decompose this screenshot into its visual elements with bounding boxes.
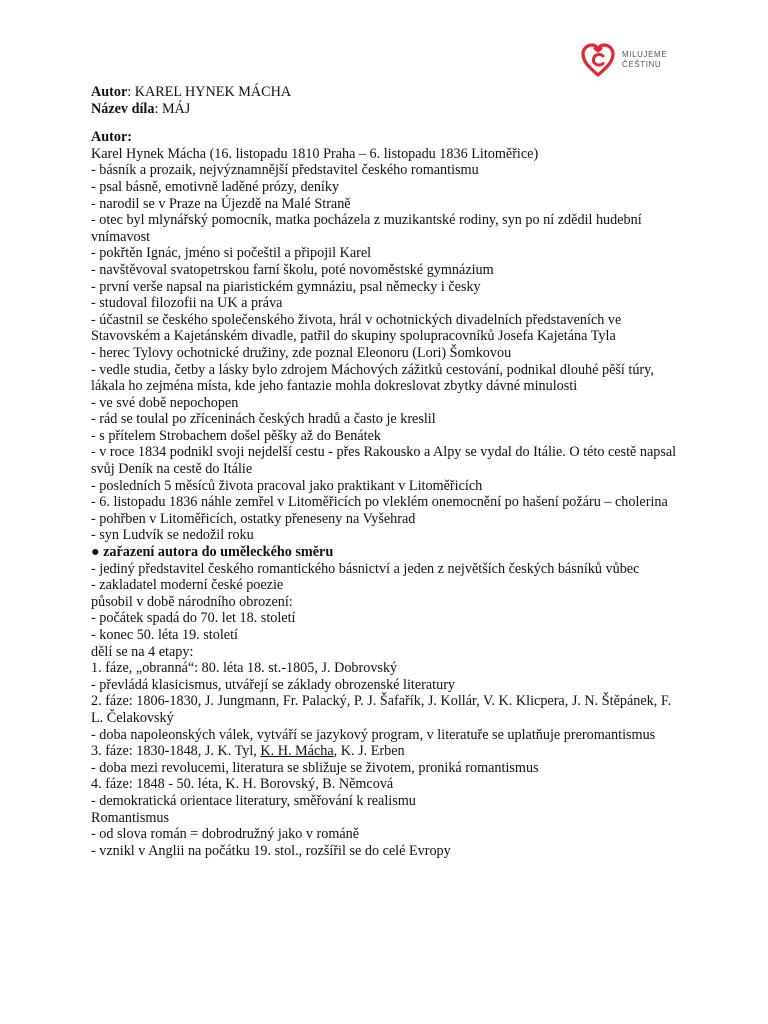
text-line: - jediný představitel českého romantického básnictví a jeden z největších českých básníků vůbec (91, 560, 640, 577)
text-line: - počátek spadá do 70. let 18. století (91, 610, 296, 627)
section-heading: Autor: (91, 129, 132, 146)
logo-text (622, 50, 667, 70)
title-label: Název díla (91, 100, 155, 117)
phase-3-line: 3. fáze: 1830-1848, J. K. Tyl, K. H. Mácha, K. J. Erben (91, 743, 405, 760)
text-line: - účastnil se českého společenského života, hrál v ochotnických divadelních představeních ve Stavovském a Kajetánském divadle, patřil do skupiny spolupracovníků Josefa Kajetána Tyla (91, 311, 622, 345)
author-value: : KAREL HYNEK MÁCHA (127, 84, 292, 100)
text-line: - demokratická orientace literatury, směřování k realismu (91, 792, 416, 809)
text-line: - psal básně, emotivně laděné prózy, deníky (91, 178, 340, 195)
text-line: - konec 50. léta 19. století (91, 627, 238, 643)
author-label: Autor (91, 84, 128, 100)
title-value: : MÁJ (154, 100, 191, 117)
text-line: - herec Tylovy ochotnické družiny, zde poznal Eleonoru (Lori) Šomkovou (91, 344, 512, 361)
title-line (91, 101, 681, 118)
text-line: - básník a prozaik, nejvýznamnější představitel českého romantismu (91, 162, 479, 179)
text-line: Karel Hynek Mácha (16. listopadu 1810 Praha – 6. listopadu 1836 Litoměřice) (91, 145, 539, 162)
text-line: - pohřben v Litoměřicích, ostatky přeneseny na Vyšehrad (91, 510, 416, 527)
text-line: - syn Ludvík se nedožil roku (91, 527, 254, 544)
text-line: - převládá klasicismus, utvářejí se základy obrozenské literatury (91, 676, 456, 693)
logo-line-2: ČEŠTINU (622, 60, 662, 69)
text-line: - vedle studia, četby a lásky bylo zdrojem Máchových zážitků cestování, podnikal dlouhé pěší túry, lákala ho zejména místa, kde jeho fantazie mohla dokreslovat zbytky dávné minulosti (91, 361, 654, 395)
heart-c-logo-icon (580, 42, 616, 78)
logo-line-1: MILUJEME (622, 50, 668, 59)
text-line: působil v době národního obrození: (91, 593, 293, 610)
text-line: - první verše napsal na piaristickém gymnáziu, psal německy i česky (91, 278, 481, 295)
text-line: - otec byl mlynářský pomocník, matka pocházela z muzikantské rodiny, syn po ní zdědil hudební vnímavost (91, 212, 642, 245)
text-line: - pokřtěn Ignác, jméno si počeštil a připojil Karel (91, 245, 372, 262)
text-line: dělí se na 4 etapy: (91, 643, 194, 660)
macha-underlined: K. H. Mácha (260, 743, 334, 760)
spacer (91, 117, 681, 129)
text-line: - narodil se v Praze na Újezdě na Malé Straně (91, 195, 351, 212)
text-line: - ve své době nepochopen (91, 394, 239, 411)
text-line: 2. fáze: 1806-1830, J. Jungmann, Fr. Palacký, P. J. Šafařík, J. Kollár, V. K. Klicpera, J. N. Štěpánek, F. L. Čelakovský (91, 693, 672, 726)
text-line: - posledních 5 měsíců života pracoval jako praktikant v Litoměřicích (91, 477, 483, 494)
text-line: - zakladatel moderní české poezie (91, 577, 284, 594)
text-line: - vznikl v Anglii na počátku 19. stol., rozšířil se do celé Evropy (91, 842, 451, 859)
document-body (91, 84, 681, 859)
text-line: - 6. listopadu 1836 náhle zemřel v Litoměřicích po vleklém onemocnění po hašení požáru – cholerina (91, 494, 668, 511)
text-line: 4. fáze: 1848 - 50. léta, K. H. Borovský, B. Němcová (91, 776, 394, 793)
logo (580, 42, 667, 78)
text-line: 1. fáze, „obranná“: 80. léta 18. st.-1805, J. Dobrovský (91, 660, 398, 677)
author-line (91, 84, 681, 101)
text-line: - doba napoleonských válek, vytváří se jazykový program, v literatuře se uplatňuje preromantismus (91, 726, 656, 743)
bullet-heading: ● zařazení autora do uměleckého směru (91, 544, 334, 561)
text-line: - s přítelem Strobachem došel pěšky až do Benátek (91, 427, 381, 444)
text-line: - doba mezi revolucemi, literatura se sbližuje se životem, proniká romantismus (91, 759, 539, 776)
text-line: - v roce 1834 podnikl svoji nejdelší cestu - přes Rakousko a Alpy se vydal do Itálie. O této cestě napsal svůj Deník na cestě do Itálie (91, 444, 677, 478)
text-line: - navštěvoval svatopetrskou farní školu, poté novoměstské gymnázium (91, 261, 494, 278)
text-line: - od slova román = dobrodružný jako v románě (91, 826, 360, 843)
text-line: - studoval filozofii na UK a práva (91, 295, 283, 312)
text-line: - rád se toulal po zříceninách českých hradů a často je kreslil (91, 411, 436, 428)
text-line: Romantismus (91, 809, 170, 826)
